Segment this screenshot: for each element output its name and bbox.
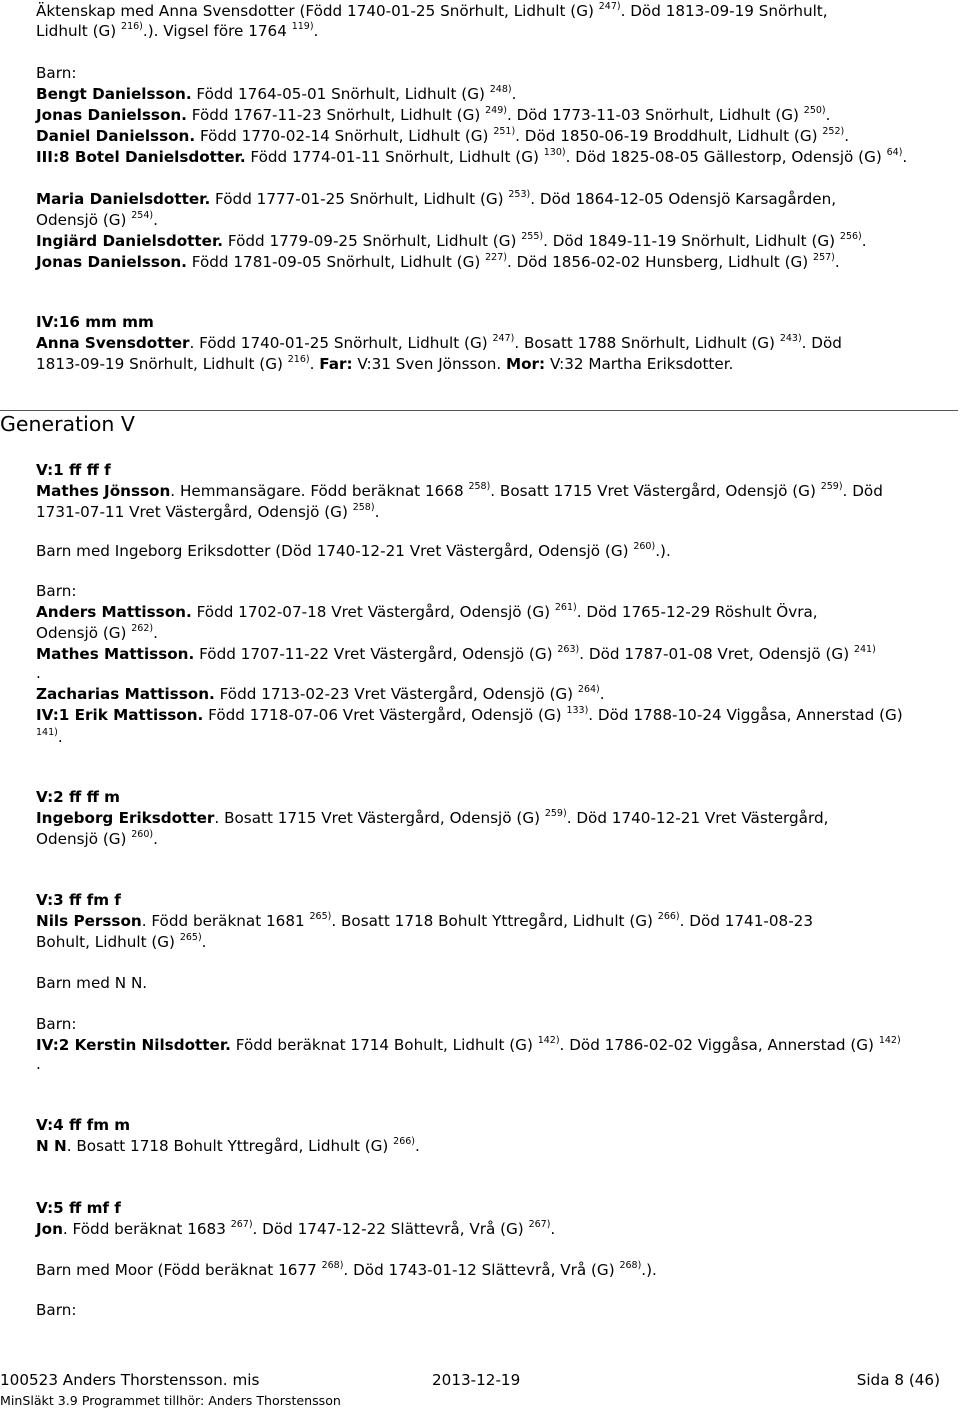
text-run: . Död 1787-01-08 Vret, Odensjö (G) <box>579 645 854 663</box>
bold-text: Mathes Mattisson. <box>36 645 195 663</box>
text-run: Född 1718-07-06 Vret Västergård, Odensjö (G) <box>203 706 567 724</box>
text-run: Barn med Ingeborg Eriksdotter (Död 1740-12-21 Vret Västergård, Odensjö (G) <box>36 542 634 560</box>
source-ref: 216) <box>287 353 310 365</box>
bold-text: Ingeborg Eriksdotter <box>36 809 215 827</box>
text-run: . <box>374 503 380 521</box>
text-line <box>36 21 318 42</box>
source-ref: 256) <box>839 230 862 242</box>
text-run: Född 1770-02-14 Snörhult, Lidhult (G) <box>195 127 494 145</box>
source-ref: 247) <box>598 0 621 12</box>
text-line <box>36 663 41 684</box>
bold-text: V:4 ff fm m <box>36 1116 131 1134</box>
text-run: . Död 1740-12-21 Vret Västergård, <box>566 809 829 827</box>
generation-heading: Generation V <box>0 412 135 436</box>
text-run: Född 1767-11-23 Snörhult, Lidhult (G) <box>186 106 486 124</box>
text-run: . Hemmansägare. Född beräknat 1668 <box>170 482 469 500</box>
bold-text: Daniel Danielsson. <box>36 127 196 145</box>
source-ref: 267) <box>528 1218 551 1230</box>
text-run: V:31 Sven Jönsson. <box>352 355 506 373</box>
source-ref: 216) <box>121 20 143 32</box>
source-ref: 268) <box>619 1259 642 1271</box>
text-run: . <box>36 1055 41 1073</box>
source-ref: 264) <box>577 683 600 695</box>
source-ref: 261) <box>554 601 577 613</box>
bold-text: V:1 ff ff f <box>36 461 111 479</box>
text-line <box>36 84 516 105</box>
text-line <box>36 502 379 523</box>
text-line <box>36 1260 657 1281</box>
source-ref: 142) <box>878 1034 901 1046</box>
source-ref: 251) <box>493 125 516 137</box>
text-run: . Född beräknat 1681 <box>141 912 310 930</box>
text-run: . <box>599 685 605 703</box>
bold-text: Anna Svensdotter <box>36 334 190 352</box>
text-line <box>36 1219 555 1240</box>
source-ref: 265) <box>309 910 332 922</box>
text-run: . Död 1788-10-24 Viggåsa, Annerstad (G) <box>588 706 903 724</box>
text-run: . <box>36 664 41 682</box>
text-run: Barn: <box>36 582 77 600</box>
text-line <box>36 252 840 273</box>
text-run: Född 1707-11-22 Vret Västergård, Odensjö (G) <box>194 645 558 663</box>
text-run: . <box>844 127 850 145</box>
source-ref: 254) <box>131 209 154 221</box>
bold-text: V:2 ff ff m <box>36 788 121 806</box>
footer-software: MinSläkt 3.9 Programmet tillhör: Anders Thorstensson <box>0 1393 341 1408</box>
text-run: Född 1779-09-25 Snörhult, Lidhult (G) <box>223 232 522 250</box>
text-run: . <box>57 728 63 746</box>
text-line <box>36 932 207 953</box>
text-line <box>36 126 849 147</box>
bold-text: Ingiärd Danielsdotter. <box>36 232 224 250</box>
text-line <box>36 602 818 623</box>
text-line <box>36 623 158 644</box>
text-run: . <box>834 253 840 271</box>
text-run: . Död 1825-08-05 Gällestorp, Odensjö (G) <box>565 148 887 166</box>
text-line <box>36 1115 130 1136</box>
source-ref: 249) <box>485 104 507 116</box>
text-run: . Död 1743-01-12 Slättevrå, Vrå (G) <box>343 1261 620 1279</box>
text-line <box>36 481 883 502</box>
generation-divider <box>0 410 958 411</box>
source-ref: 265) <box>179 931 202 943</box>
text-run: Född 1777-01-25 Snörhult, Lidhult (G) <box>210 190 509 208</box>
source-ref: 119) <box>291 20 314 32</box>
text-run: . Bosatt 1715 Vret Västergård, Odensjö (G) <box>490 482 821 500</box>
bold-text: IV:2 Kerstin Nilsdotter. <box>36 1036 231 1054</box>
source-ref: 258) <box>352 501 375 513</box>
source-ref: 262) <box>131 622 154 634</box>
text-line <box>36 105 830 126</box>
text-line <box>36 147 907 168</box>
text-run: Odensjö (G) <box>36 211 132 229</box>
text-run: . Bosatt 1788 Snörhult, Lidhult (G) <box>514 334 780 352</box>
text-run: . <box>309 355 320 373</box>
text-run: 1731-07-11 Vret Västergård, Odensjö (G) <box>36 503 353 521</box>
text-run: . <box>861 232 867 250</box>
bold-text: Jon <box>36 1220 63 1238</box>
text-run: Barn: <box>36 64 77 82</box>
text-line <box>36 333 842 354</box>
source-ref: 227) <box>485 251 507 263</box>
text-run: Född 1764-05-01 Snörhult, Lidhult (G) <box>191 85 490 103</box>
text-run: . Död 1741-08-23 <box>679 912 813 930</box>
source-ref: 259) <box>544 807 567 819</box>
text-run: Bohult, Lidhult (G) <box>36 933 180 951</box>
text-line <box>36 787 120 808</box>
source-ref: 253) <box>508 188 531 200</box>
text-run: Född 1781-09-05 Snörhult, Lidhult (G) <box>186 253 486 271</box>
bold-text: V:5 ff mf f <box>36 1199 121 1217</box>
text-line <box>36 1054 41 1075</box>
bold-text: Zacharias Mattisson. <box>36 685 215 703</box>
source-ref: 266) <box>393 1135 416 1147</box>
text-run: Barn: <box>36 1301 77 1319</box>
text-line <box>36 541 671 562</box>
text-line <box>36 1300 76 1321</box>
text-line <box>36 973 147 994</box>
text-run: Född beräknat 1714 Bohult, Lidhult (G) <box>230 1036 538 1054</box>
text-run: . <box>511 85 517 103</box>
source-ref: 267) <box>230 1218 253 1230</box>
text-run: . <box>550 1220 556 1238</box>
bold-text: Jonas Danielsson. <box>36 253 187 271</box>
source-ref: 260) <box>633 540 656 552</box>
text-run: Född 1713-02-23 Vret Västergård, Odensjö (G) <box>214 685 578 703</box>
bold-text: N N <box>36 1137 67 1155</box>
text-line <box>36 808 828 829</box>
text-line <box>36 829 158 850</box>
text-run: Lidhult (G) <box>36 22 122 40</box>
text-line <box>36 890 121 911</box>
text-run: .). Vigsel före 1764 <box>142 22 292 40</box>
text-run: 1813-09-19 Snörhult, Lidhult (G) <box>36 355 288 373</box>
text-line <box>36 727 63 748</box>
source-ref: 260) <box>131 828 154 840</box>
text-run: . <box>201 933 207 951</box>
bold-text: Anders Mattisson. <box>36 603 192 621</box>
text-run: . Död 1765-12-29 Röshult Övra, <box>576 603 818 621</box>
source-ref: 241) <box>853 643 876 655</box>
text-run: . Bosatt 1718 Bohult Yttregård, Lidhult (G) <box>331 912 658 930</box>
text-line <box>36 312 154 333</box>
text-run: . Död 1813-09-19 Snörhult, <box>620 2 828 20</box>
footer-left: 100523 Anders Thorstensson. mis <box>0 1371 260 1389</box>
source-ref: 142) <box>537 1034 560 1046</box>
text-run: . Död 1786-02-02 Viggåsa, Annerstad (G) <box>559 1036 879 1054</box>
source-ref: 266) <box>657 910 680 922</box>
source-ref: 263) <box>557 643 580 655</box>
text-run: Barn: <box>36 1015 77 1033</box>
bold-text: IV:16 mm mm <box>36 313 154 331</box>
bold-text: Maria Danielsdotter. <box>36 190 211 208</box>
bold-text: Bengt Danielsson. <box>36 85 192 103</box>
text-run: . <box>902 148 908 166</box>
text-line <box>36 1198 121 1219</box>
text-line <box>36 189 836 210</box>
source-ref: 247) <box>492 332 515 344</box>
text-line <box>36 63 76 84</box>
text-run: . Död 1864-12-05 Odensjö Karsagården, <box>530 190 837 208</box>
text-line <box>36 210 158 231</box>
source-ref: 268) <box>321 1259 344 1271</box>
text-line <box>36 705 903 726</box>
text-run: Odensjö (G) <box>36 624 132 642</box>
text-line <box>36 1136 420 1157</box>
text-run: . <box>313 22 319 40</box>
source-ref: 250) <box>803 104 826 116</box>
text-run: . Bosatt 1715 Vret Västergård, Odensjö (G) <box>214 809 545 827</box>
source-ref: 133) <box>566 704 589 716</box>
text-run: Barn med Moor (Född beräknat 1677 <box>36 1261 322 1279</box>
bold-text: Mor: <box>506 355 546 373</box>
text-run: Född 1774-01-11 Snörhult, Lidhult (G) <box>245 148 544 166</box>
text-line <box>36 911 813 932</box>
bold-text: V:3 ff fm f <box>36 891 121 909</box>
text-run: Äktenskap med Anna Svensdotter (Född 1740-01-25 Snörhult, Lidhult (G) <box>36 2 599 20</box>
source-ref: 257) <box>813 251 835 263</box>
source-ref: 258) <box>468 480 491 492</box>
source-ref: 252) <box>822 125 845 137</box>
text-run: . Född beräknat 1683 <box>62 1220 231 1238</box>
source-ref: 243) <box>779 332 802 344</box>
text-line <box>36 1 828 22</box>
text-run: . <box>825 106 831 124</box>
footer-page: Sida 8 (46) <box>856 1371 940 1389</box>
text-line <box>36 231 867 252</box>
text-run: .). <box>641 1261 657 1279</box>
text-run: . Död 1849-11-19 Snörhult, Lidhult (G) <box>543 232 840 250</box>
text-line <box>36 644 876 665</box>
text-run: . Död 1850-06-19 Broddhult, Lidhult (G) <box>515 127 823 145</box>
text-run: Barn med N N. <box>36 974 148 992</box>
bold-text: Nils Persson <box>36 912 142 930</box>
text-run: Född 1702-07-18 Vret Västergård, Odensjö (G) <box>191 603 555 621</box>
text-line <box>36 354 733 375</box>
text-run: V:32 Martha Eriksdotter. <box>545 355 734 373</box>
text-run: . Död 1856-02-02 Hunsberg, Lidhult (G) <box>506 253 814 271</box>
text-run: . Bosatt 1718 Bohult Yttregård, Lidhult (G) <box>66 1137 394 1155</box>
text-run: . Död <box>801 334 842 352</box>
footer-date: 2013-12-19 <box>432 1371 521 1389</box>
bold-text: Mathes Jönsson <box>36 482 171 500</box>
text-run: . Död 1747-12-22 Slättevrå, Vrå (G) <box>252 1220 529 1238</box>
text-line <box>36 581 76 602</box>
text-run: . Död 1773-11-03 Snörhult, Lidhult (G) <box>506 106 804 124</box>
text-run: . <box>153 211 158 229</box>
bold-text: III:8 Botel Danielsdotter. <box>36 148 246 166</box>
text-run: Odensjö (G) <box>36 830 132 848</box>
text-run: . Född 1740-01-25 Snörhult, Lidhult (G) <box>189 334 493 352</box>
text-run: .). <box>655 542 671 560</box>
text-line <box>36 684 605 705</box>
source-ref: 130) <box>543 146 566 158</box>
text-run: . <box>153 830 158 848</box>
text-line <box>36 460 111 481</box>
source-ref: 259) <box>820 480 843 492</box>
source-ref: 255) <box>521 230 544 242</box>
source-ref: 248) <box>489 83 512 95</box>
text-run: . Död <box>842 482 883 500</box>
text-line <box>36 1035 901 1056</box>
bold-text: Jonas Danielsson. <box>36 106 187 124</box>
source-ref: 64) <box>886 146 903 158</box>
bold-text: Far: <box>319 355 353 373</box>
bold-text: IV:1 Erik Mattisson. <box>36 706 204 724</box>
text-run: . <box>415 1137 420 1155</box>
source-ref: 141) <box>36 726 58 738</box>
text-line <box>36 1014 76 1035</box>
text-run: . <box>153 624 158 642</box>
